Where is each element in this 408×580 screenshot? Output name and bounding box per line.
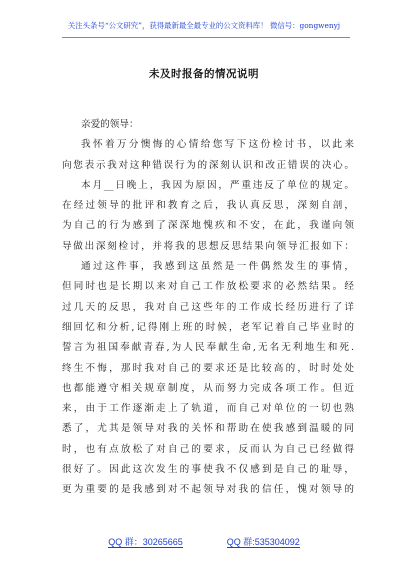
body-line: 过几天的反思，我对自己这些年的工作成长经历进行了详 — [62, 301, 354, 313]
body-line: 向您表示我对这种错误行为的深刻认识和改正错误的决心。 — [62, 159, 354, 171]
body-line: 在经过领导的批评和教育之后，我认真反思，深刻自剖， — [62, 200, 354, 212]
body-line: 为自己的行为感到了深深地愧疚和不安，在此，我谨向领 — [62, 220, 354, 232]
qq-group-2-link[interactable]: QQ 群:535304092 — [226, 537, 300, 547]
body-line: 导做出深刻检讨，并将我的思想反思结果向领导汇报如下： — [62, 240, 354, 252]
body-line: 更为重要的是我感到对不起领导对我的信任，愧对领导的 — [62, 484, 354, 496]
body-line: 我怀着万分懊悔的心情给您写下这份检讨书，以此来 — [81, 139, 354, 151]
body-line: 但同时也是长期以来对自己工作放松要求的必然结果。经 — [62, 281, 354, 293]
body-line: 悉了，尤其是领导对我的关怀和帮助在使我感到温暖的同 — [62, 423, 354, 435]
header-note: 关注头条号“公文研究”，获得最新最全最专业的公文资料库！ 微信号：gongwenyj — [67, 21, 341, 30]
body-line: 也都能遵守相关规章制度，从而努力完成各项工作。但近 — [62, 382, 354, 394]
salutation-line: 亲爱的领导： — [81, 119, 139, 130]
body-line: 本月__日晚上，我因为原因，严重违反了单位的规定。 — [81, 179, 354, 191]
body-line: 细回忆和分析,记得刚上班的时候，老军记着自己毕业时的 — [62, 321, 354, 333]
footer-contact — [0, 535, 408, 548]
body-line: 通过这件事，我感到这虽然是一件偶然发生的事情， — [81, 261, 354, 273]
document-title: 未及时报备的情况说明 — [149, 68, 259, 80]
document-body — [62, 115, 354, 501]
qq-group-1-link[interactable]: QQ 群：30265665 — [108, 537, 183, 547]
body-line: 很好了。因此这次发生的事使我不仅感到是自己的耻辱， — [62, 464, 354, 476]
body-line: 终生不悔，那时我对自己的要求还是比较高的，时时处处 — [62, 362, 354, 374]
header-divider — [62, 37, 350, 38]
body-line: 时，也有点放松了对自己的要求，反而认为自己已经做得 — [62, 443, 354, 455]
body-line: 来，由于工作逐渐走上了轨道，而自己对单位的一切也熟 — [62, 403, 354, 415]
body-line: 誓言为祖国奉献青春,为人民奉献生命,无名无利地生和死. — [62, 342, 354, 354]
